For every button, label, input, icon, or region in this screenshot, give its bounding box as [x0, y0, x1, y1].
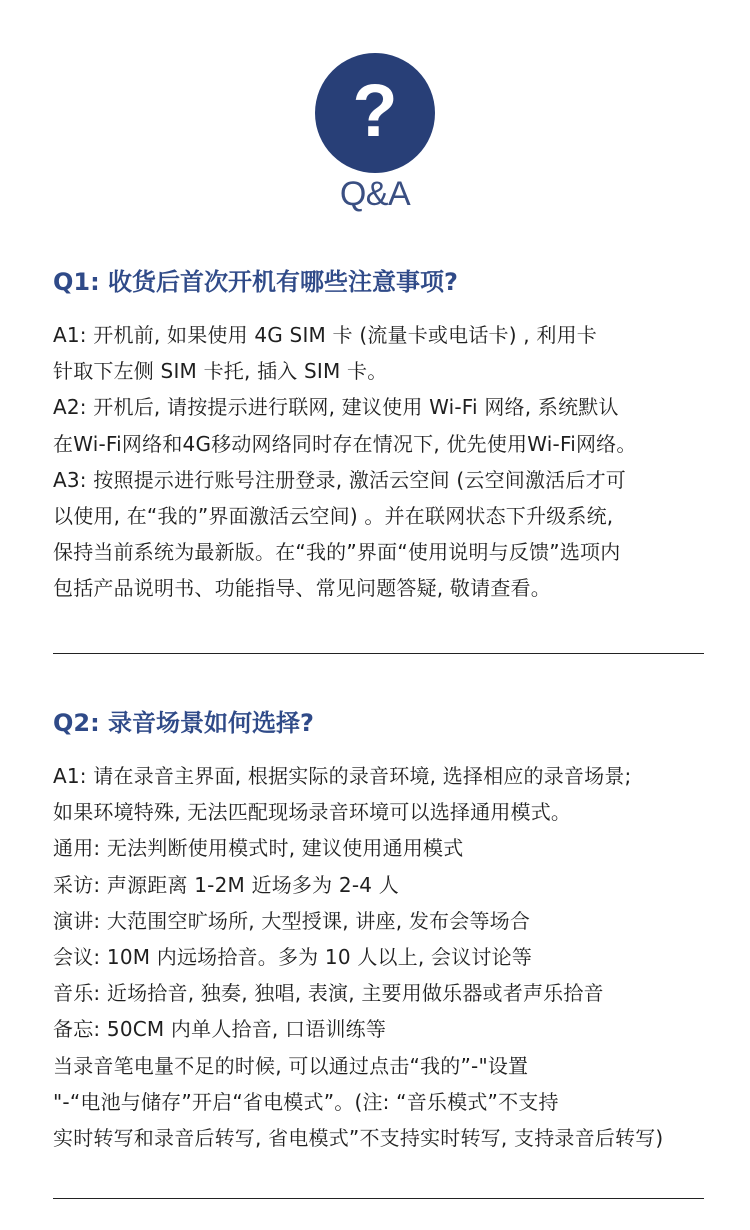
- faq-section-q2: [53, 706, 713, 1156]
- answer-line: 采访: 声源距离 1-2M 近场多为 2-4 人: [53, 872, 399, 897]
- answer-line: 实时转写和录音后转写, 省电模式”不支持实时转写, 支持录音后转写): [53, 1126, 664, 1151]
- answer-line: A1: 请在录音主界面, 根据实际的录音环境, 选择相应的录音场景;: [53, 764, 632, 788]
- answer-line: 音乐: 近场拾音, 独奏, 独唱, 表演, 主要用做乐器或者声乐拾音: [53, 981, 604, 1006]
- answer-line: 以使用, 在“我的”界面激活云空间) 。并在联网状态下升级系统,: [53, 504, 614, 529]
- answer-line: 通用: 无法判断使用模式时, 建议使用通用模式: [53, 836, 464, 861]
- answer-line: 包括产品说明书、功能指导、常见问题答疑, 敬请查看。: [53, 576, 551, 601]
- faq-section-q1: [53, 265, 713, 607]
- question-mark-icon: [315, 53, 435, 173]
- answer-line: "-“电池与储存”开启“省电模式”。(注: “音乐模式”不支持: [53, 1089, 559, 1114]
- answer-line: 在Wi-Fi网络和4G移动网络同时存在情况下, 优先使用Wi-Fi网络。: [53, 431, 637, 456]
- answer-line: A3: 按照提示进行账号注册登录, 激活云空间 (云空间激活后才可: [53, 467, 626, 492]
- answer-line: A2: 开机后, 请按提示进行联网, 建议使用 Wi-Fi 网络, 系统默认: [53, 395, 619, 420]
- faq-question: Q2: 录音场景如何选择?: [53, 709, 314, 737]
- qa-title: Q&A: [339, 175, 411, 213]
- answer-line: 当录音笔电量不足的时候, 可以通过点击“我的”-"设置: [53, 1053, 529, 1078]
- answer-line: 演讲: 大范围空旷场所, 大型授课, 讲座, 发布会等场合: [53, 908, 531, 933]
- question-mark-glyph: ?: [352, 69, 398, 152]
- answer-line: 保持当前系统为最新版。在“我的”界面“使用说明与反馈”选项内: [53, 540, 621, 565]
- section-divider: [53, 653, 704, 654]
- answer-line: 备忘: 50CM 内单人拾音, 口语训练等: [53, 1017, 387, 1042]
- answer-line: A1: 开机前, 如果使用 4G SIM 卡 (流量卡或电话卡) , 利用卡: [53, 323, 597, 347]
- section-divider: [53, 1198, 704, 1199]
- faq-answer: [53, 317, 713, 607]
- answer-line: 会议: 10M 内远场拾音。多为 10 人以上, 会议讨论等: [53, 945, 533, 970]
- faq-answer: [53, 758, 713, 1156]
- answer-line: 针取下左侧 SIM 卡托, 插入 SIM 卡。: [53, 359, 388, 384]
- faq-question: Q1: 收货后首次开机有哪些注意事项?: [53, 268, 458, 296]
- answer-line: 如果环境特殊, 无法匹配现场录音环境可以选择通用模式。: [53, 800, 572, 825]
- qa-header: [0, 0, 750, 230]
